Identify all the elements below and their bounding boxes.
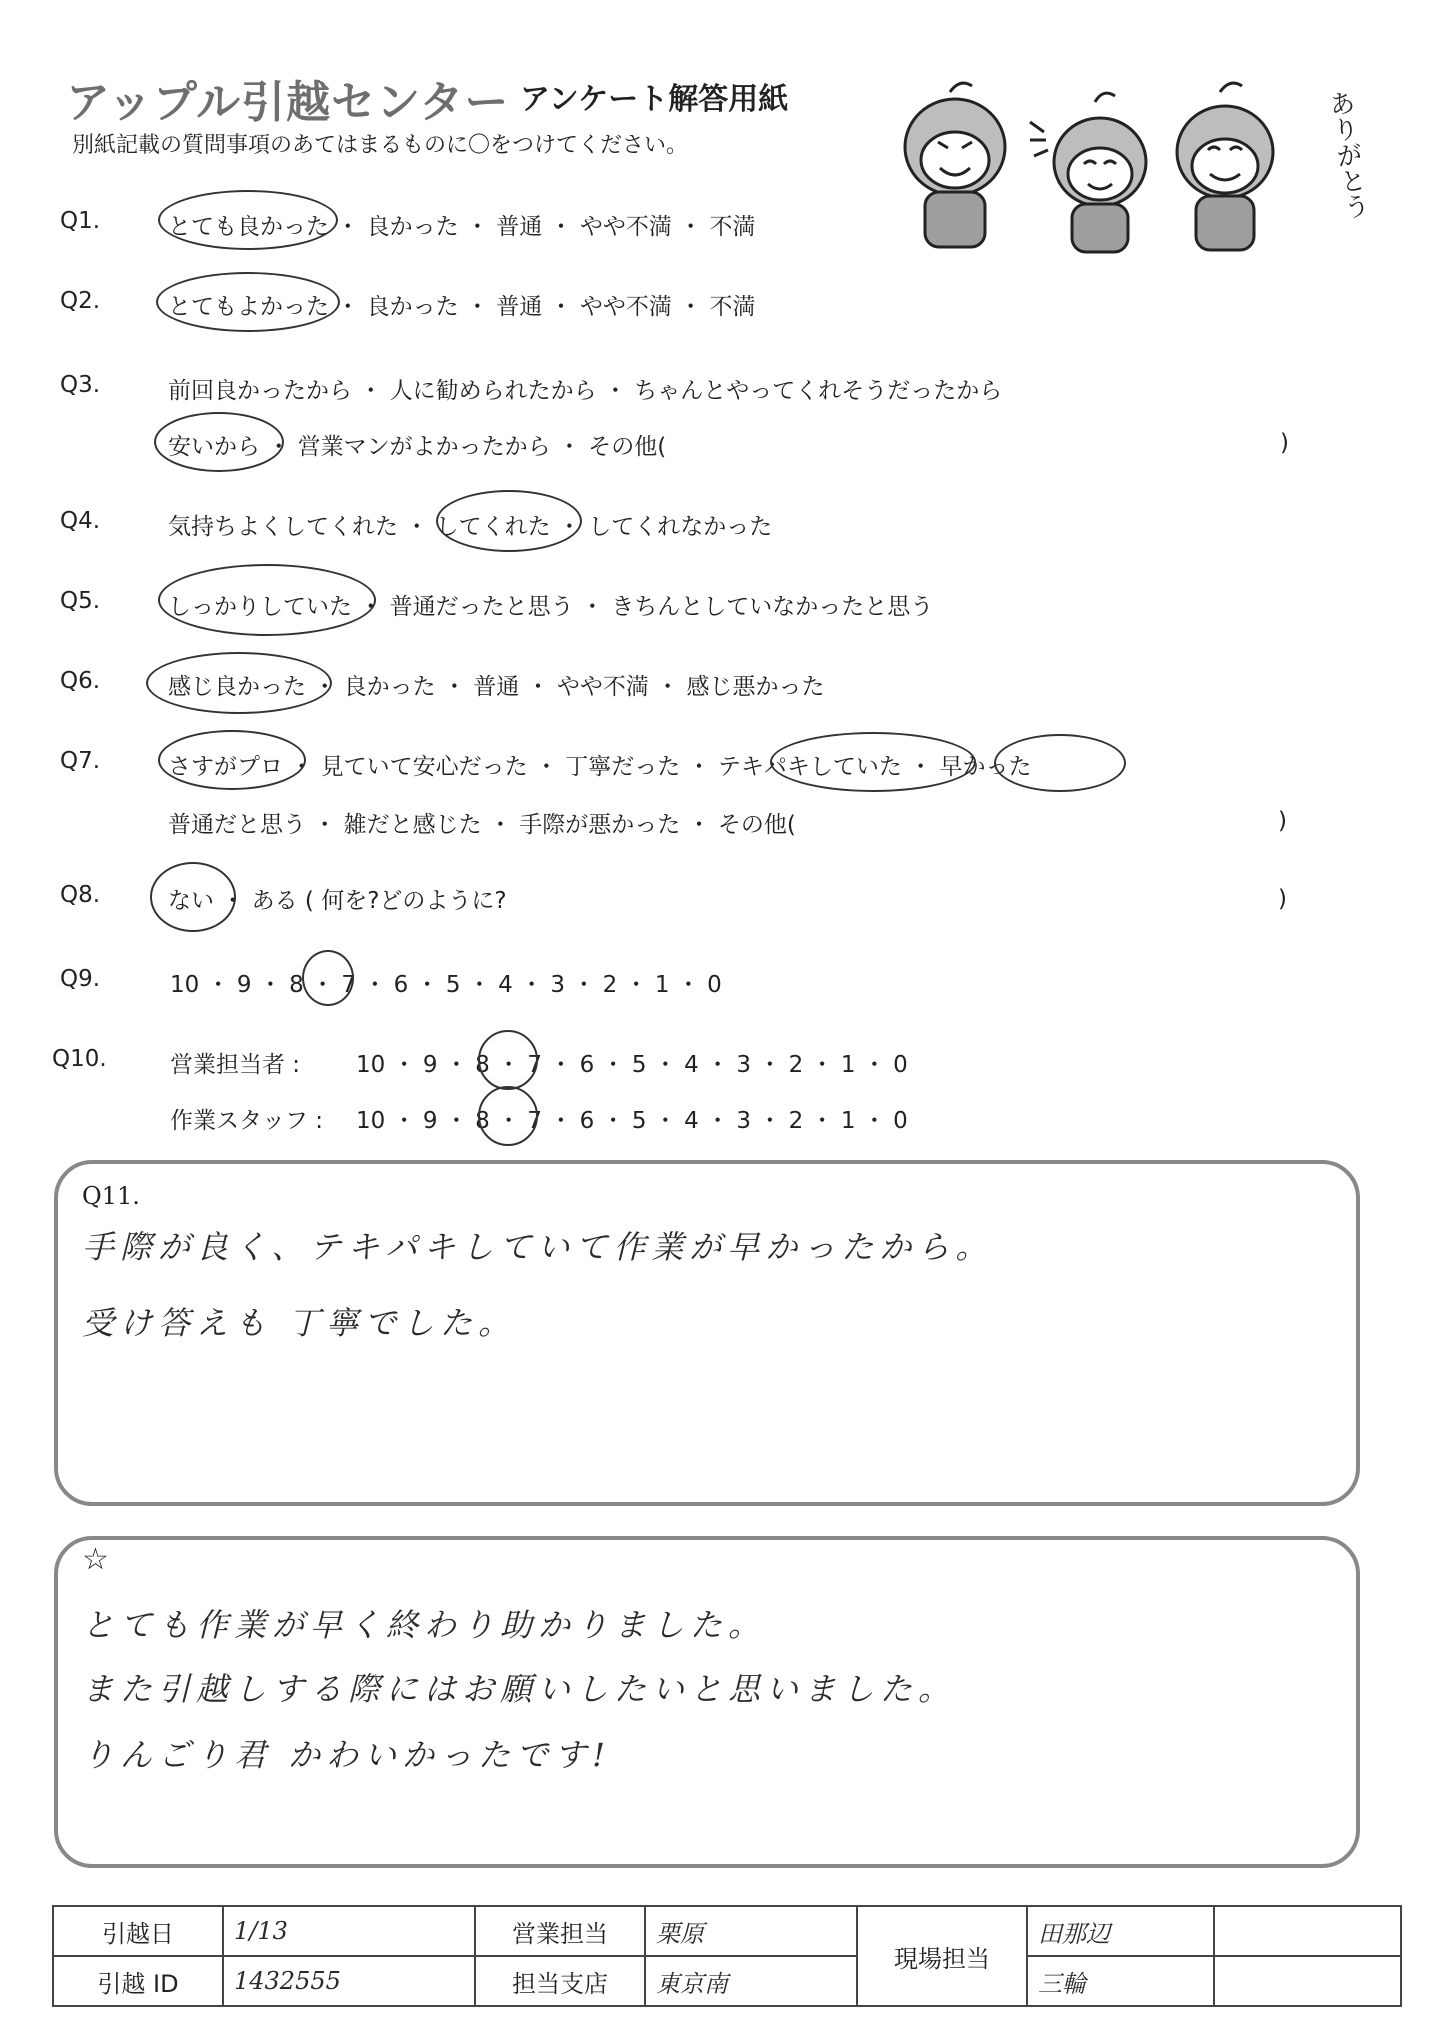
q10-label: Q10.	[52, 1046, 107, 1072]
site-name1: 田那辺	[1027, 1906, 1214, 1956]
site-empty-cell-2	[1214, 1956, 1401, 2006]
q7-close-paren: )	[1278, 808, 1287, 834]
q2-label: Q2.	[60, 288, 101, 314]
q5-options: しっかりしていた ・ 普通だったと思う ・ きちんとしていなかったと思う	[168, 594, 934, 620]
moving-id-label: 引越 ID	[53, 1956, 223, 2006]
site-name2: 三輪	[1027, 1956, 1214, 2006]
footer-info-table	[52, 1905, 1402, 2007]
comment-star-icon: ☆	[82, 1542, 109, 1577]
q7-answer-circle-1	[158, 730, 306, 790]
moving-date-label: 引越日	[53, 1906, 223, 1956]
thanks-text: ありがとう	[1323, 88, 1371, 222]
company-title: アップル引越センター	[66, 77, 510, 128]
q8-close-paren: )	[1278, 886, 1287, 912]
q10-sales-scale: 10 ・ 9 ・ 8 ・ 7 ・ 6 ・ 5 ・ 4 ・ 3 ・ 2 ・ 1 ・ 0	[356, 1052, 908, 1078]
site-empty-cell-1	[1214, 1906, 1401, 1956]
q1-answer-circle	[158, 190, 338, 250]
q2-answer-circle	[156, 272, 340, 332]
q5-answer-circle	[158, 564, 376, 636]
q11-label: Q11.	[82, 1182, 140, 1210]
q11-answer-line1: 手際が良く、テキパキしていて作業が早かったから。	[82, 1228, 994, 1266]
q1-options: とても良かった ・ 良かった ・ 普通 ・ やや不満 ・ 不満	[168, 214, 756, 240]
q6-options: 感じ良かった ・ 良かった ・ 普通 ・ やや不満 ・ 感じ悪かった	[168, 674, 825, 700]
q8-answer-circle	[150, 862, 236, 932]
q9-answer-circle	[302, 950, 354, 1006]
mascot-monkeys-icon	[880, 72, 1360, 262]
comment-line2: また引越しする際にはお願いしたいと思いました。	[82, 1670, 957, 1708]
sales-label: 営業担当	[475, 1906, 645, 1956]
comment-line1: とても作業が早く終わり助かりました。	[82, 1606, 767, 1644]
q11-answer-line2: 受け答えも 丁寧でした。	[82, 1304, 517, 1342]
q6-label: Q6.	[60, 668, 101, 694]
q3-options-line1: 前回良かったから ・ 人に勧められたから ・ ちゃんとやってくれそうだったから	[168, 378, 1003, 404]
q4-options: 気持ちよくしてくれた ・ してくれた ・ してくれなかった	[168, 514, 773, 540]
q3-close-paren: )	[1280, 430, 1289, 456]
q8-label: Q8.	[60, 882, 101, 908]
q1-label: Q1.	[60, 208, 101, 234]
q7-options-line2: 普通だと思う ・ 雑だと感じた ・ 手際が悪かった ・ その他(	[168, 812, 796, 838]
q10-sales-answer-circle	[478, 1030, 538, 1090]
q4-answer-circle	[436, 490, 582, 552]
q9-label: Q9.	[60, 966, 101, 992]
q4-label: Q4.	[60, 508, 101, 534]
q10-staff-scale: 10 ・ 9 ・ 8 ・ 7 ・ 6 ・ 5 ・ 4 ・ 3 ・ 2 ・ 1 ・ 0	[356, 1108, 908, 1134]
q3-answer-circle	[154, 412, 284, 472]
q5-label: Q5.	[60, 588, 101, 614]
q7-answer-circle-2	[770, 732, 976, 792]
site-label: 現場担当	[857, 1906, 1027, 2006]
q3-label: Q3.	[60, 372, 101, 398]
moving-id-value: 1432555	[223, 1956, 475, 2006]
q10-staff-label: 作業スタッフ :	[170, 1108, 324, 1134]
q9-scale: 10 ・ 9 ・ 8 ・ 7 ・ 6 ・ 5 ・ 4 ・ 3 ・ 2 ・ 1 ・ 0	[170, 972, 722, 998]
branch-label: 担当支店	[475, 1956, 645, 2006]
instruction-text: 別紙記載の質問事項のあてはまるものに〇をつけてください。	[72, 133, 689, 158]
q2-options: とてもよかった ・ 良かった ・ 普通 ・ やや不満 ・ 不満	[168, 294, 756, 320]
q7-options-line1: さすがプロ ・ 見ていて安心だった ・ 丁寧だった ・ テキパキしていた ・ 早かった	[168, 754, 1032, 780]
q7-label: Q7.	[60, 748, 101, 774]
moving-date-value: 1/13	[223, 1906, 475, 1956]
branch-name: 東京南	[645, 1956, 857, 2006]
mascot-illustration	[880, 72, 1360, 262]
q10-sales-label: 営業担当者 :	[170, 1052, 301, 1078]
comment-line3: りんごり君 かわいかったです!	[82, 1736, 612, 1774]
q7-answer-circle-3	[994, 734, 1126, 792]
sales-name: 栗原	[645, 1906, 857, 1956]
q3-options-line2: 安いから ・ 営業マンがよかったから ・ その他(	[168, 434, 667, 460]
q10-staff-answer-circle	[478, 1086, 538, 1146]
form-subtitle: アンケート解答用紙	[520, 82, 789, 117]
q6-answer-circle	[146, 652, 332, 714]
q8-options: ない ・ ある ( 何を?どのように?	[168, 888, 507, 914]
